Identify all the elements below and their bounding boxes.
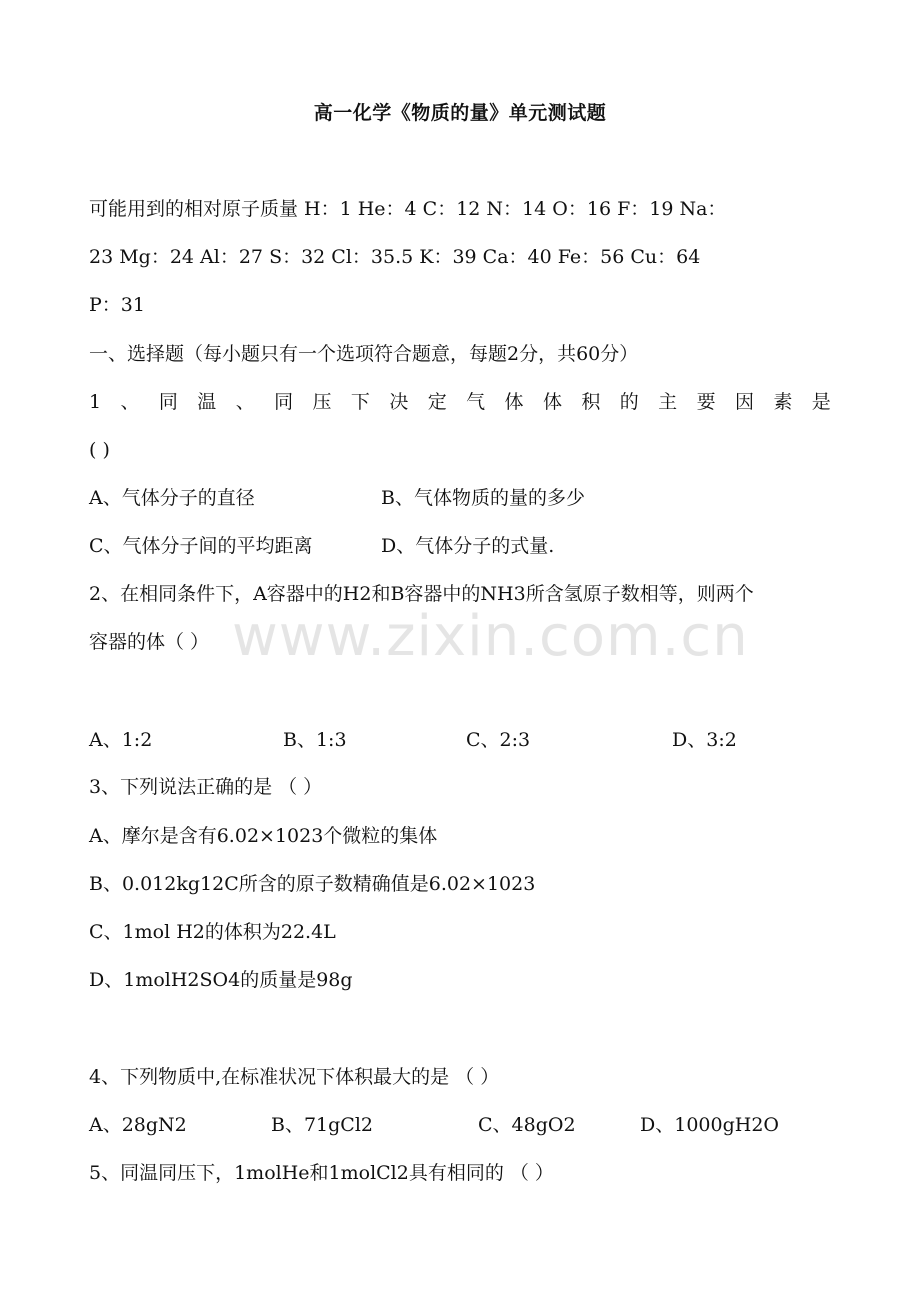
atomic-mass-line-2: 23 Mg：24 Al：27 S：32 Cl：35.5 K：39 Ca：40 Fe：56 Cu：64 — [89, 246, 701, 268]
question-1-stem-char: 下 — [350, 391, 370, 413]
question-1-stem-char: 积 — [581, 391, 601, 413]
question-3-option-b: B、0.012kg12C所含的原子数精确值是6.02×1023 — [89, 873, 536, 895]
question-1-stem-char: 气 — [466, 391, 486, 413]
question-4-stem: 4、下列物质中,在标准状况下体积最大的是 （ ） — [89, 1066, 500, 1088]
question-1-stem-char: 压 — [312, 391, 332, 413]
question-1-option-a: A、气体分子的直径 — [89, 487, 255, 509]
page-title: 高一化学《物质的量》单元测试题 — [313, 102, 607, 124]
question-1-stem-char: 要 — [696, 391, 716, 413]
question-3-option-d: D、1molH2SO4的质量是98g — [89, 969, 353, 991]
question-2-option-a: A、1:2 — [89, 729, 153, 751]
question-1-option-c: C、气体分子间的平均距离 — [89, 535, 313, 557]
question-2-option-d: D、3:2 — [672, 729, 737, 751]
question-4-option-d: D、1000gH2O — [640, 1114, 779, 1136]
question-4-option-c: C、48gO2 — [478, 1114, 576, 1136]
question-2-option-c: C、2:3 — [466, 729, 531, 751]
question-3-stem: 3、下列说法正确的是 （ ） — [89, 776, 323, 798]
atomic-mass-line-1: 可能用到的相对原子质量 H：1 He：4 C：12 N：14 O：16 F：19 Na： — [89, 198, 727, 220]
question-4-option-a: A、28gN2 — [89, 1114, 187, 1136]
question-1-stem-char: 的 — [619, 391, 639, 413]
question-1-stem-char: 因 — [734, 391, 754, 413]
question-1-stem-char: 同 — [158, 391, 178, 413]
question-2-stem-line-1: 2、在相同条件下，A容器中的H2和B容器中的NH3所含氢原子数相等，则两个 — [89, 583, 754, 605]
question-1-stem-char: 、 — [235, 391, 255, 413]
question-1-stem-char: 主 — [658, 391, 678, 413]
question-1-stem-char: 、 — [120, 391, 140, 413]
question-1-stem-char: 体 — [542, 391, 562, 413]
question-2-option-b: B、1:3 — [283, 729, 347, 751]
question-4-option-b: B、71gCl2 — [271, 1114, 374, 1136]
question-1-stem-char: 温 — [197, 391, 217, 413]
atomic-mass-line-3: P：31 — [89, 294, 145, 316]
question-1-option-d: D、气体分子的式量. — [381, 535, 555, 557]
question-1-stem-char: 定 — [427, 391, 447, 413]
question-1-stem-char: 1 — [89, 391, 102, 413]
question-2-stem-line-2: 容器的体（ ） — [89, 631, 210, 653]
question-1-option-b: B、气体物质的量的多少 — [381, 487, 585, 509]
question-1-stem-char: 同 — [274, 391, 294, 413]
question-1-blank: ( ) — [89, 439, 110, 461]
question-3-option-a: A、摩尔是含有6.02×1023个微粒的集体 — [89, 825, 438, 847]
question-1-stem-char: 体 — [504, 391, 524, 413]
question-1-stem-char: 是 — [811, 391, 831, 413]
section-heading: 一、选择题（每小题只有一个选项符合题意，每题2分，共60分） — [89, 343, 639, 365]
question-3-option-c: C、1mol H2的体积为22.4L — [89, 921, 336, 943]
question-1-stem — [89, 389, 831, 415]
question-1-stem-char: 决 — [389, 391, 409, 413]
question-1-stem-char: 素 — [773, 391, 793, 413]
watermark: www.zixin.com.cn — [232, 604, 749, 669]
question-5-stem: 5、同温同压下，1molHe和1molCl2具有相同的 （ ） — [89, 1162, 554, 1184]
